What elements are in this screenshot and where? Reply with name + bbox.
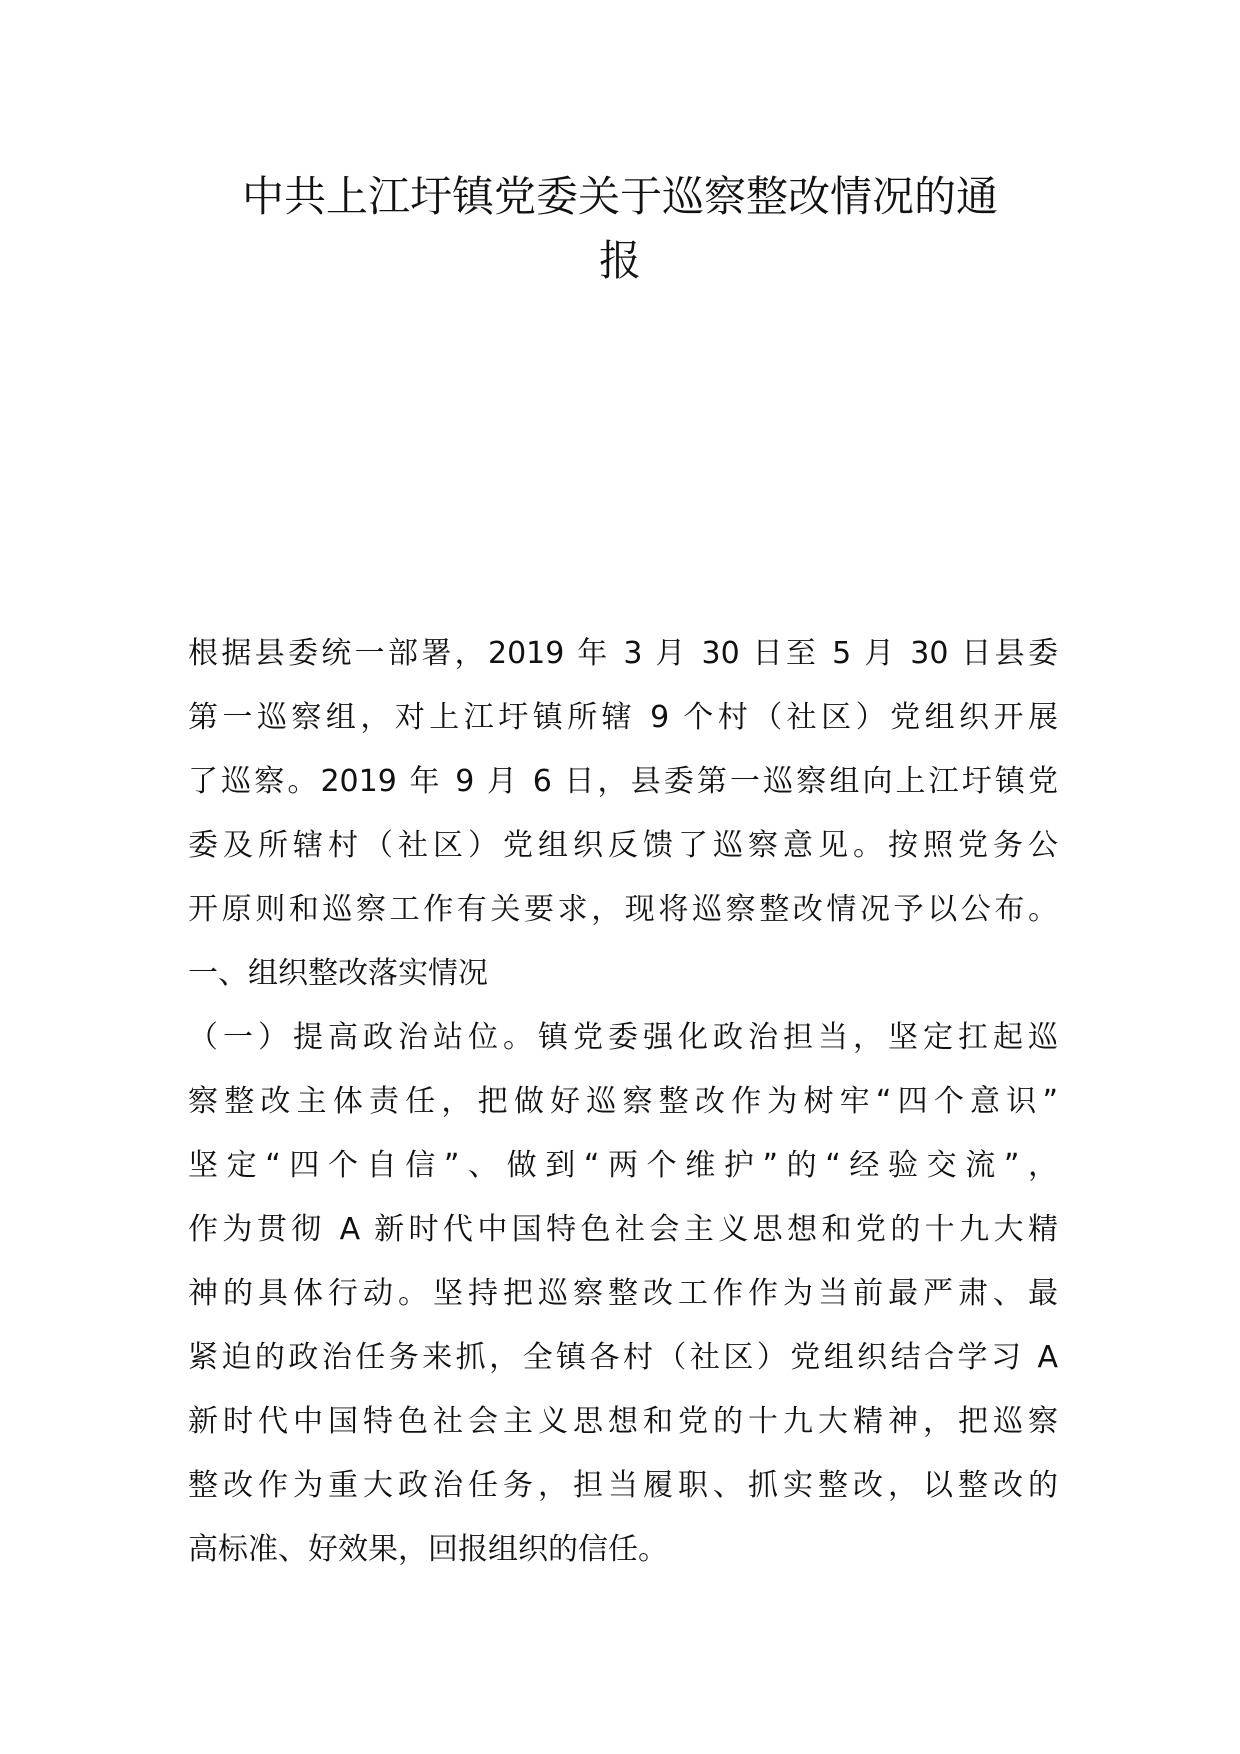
body-line: 察整改主体责任，把做好巡察整改作为树牢“四个意识” bbox=[188, 1084, 1058, 1119]
body-line: 高标准、好效果，回报组织的信任。 bbox=[188, 1532, 668, 1567]
body-line: 了巡察。2019 年 9 月 6 日，县委第一巡察组向上江圩镇党 bbox=[188, 764, 1058, 799]
body-line: 根据县委统一部署，2019 年 3 月 30 日至 5 月 30 日县委 bbox=[188, 636, 1058, 671]
body-line: 作为贯彻 A 新时代中国特色社会主义思想和党的十九大精 bbox=[188, 1212, 1058, 1247]
body-line: 委及所辖村（社区）党组织反馈了巡察意见。按照党务公 bbox=[188, 828, 1058, 863]
body-line: 开原则和巡察工作有关要求，现将巡察整改情况予以公布。 bbox=[188, 892, 1058, 927]
body-line: 新时代中国特色社会主义思想和党的十九大精神，把巡察 bbox=[188, 1404, 1058, 1439]
title-line: 报 bbox=[598, 236, 641, 285]
body-line: 整改作为重大政治任务，担当履职、抓实整改，以整改的 bbox=[188, 1468, 1058, 1503]
body-line: 坚定“四个自信”、做到“两个维护”的“经验交流”， bbox=[188, 1148, 1058, 1183]
document-title bbox=[170, 165, 1070, 293]
body-line: 神的具体行动。坚持把巡察整改工作作为当前最严肃、最 bbox=[188, 1276, 1058, 1311]
body-line: 第一巡察组，对上江圩镇所辖 9 个村（社区）党组织开展 bbox=[188, 700, 1058, 735]
document-body bbox=[188, 622, 1058, 1582]
body-line: 紧迫的政治任务来抓，全镇各村（社区）党组织结合学习 A bbox=[188, 1340, 1058, 1375]
title-line: 中共上江圩镇党委关于巡察整改情况的通 bbox=[241, 172, 998, 221]
body-line: （一）提高政治站位。镇党委强化政治担当，坚定扛起巡 bbox=[188, 1020, 1058, 1055]
section-heading: 一、组织整改落实情况 bbox=[188, 956, 488, 991]
